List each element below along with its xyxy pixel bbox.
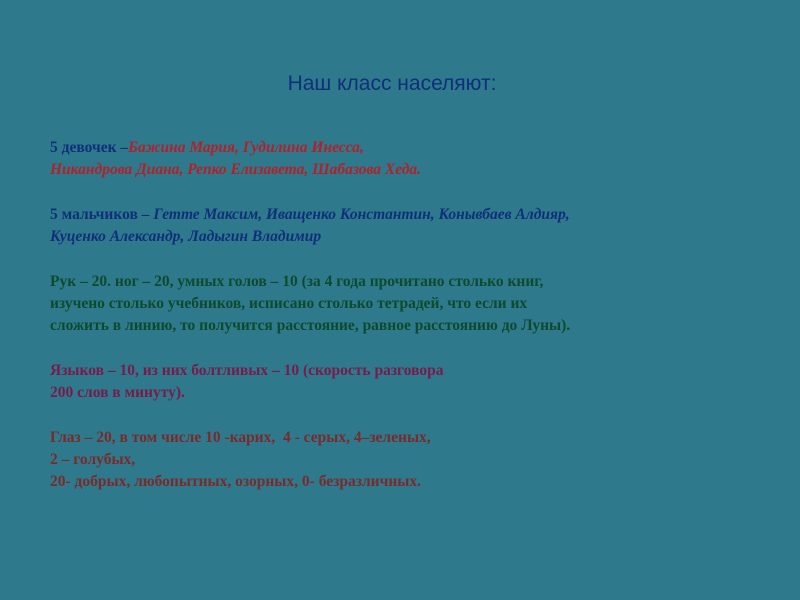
girls-names-1: Бажина Мария, Гудилина Инесса, — [128, 139, 364, 156]
eyes-paragraph — [50, 427, 770, 493]
boys-names-1: Гетте Максим, Иващенко Константин, Конывбаев Алдияр, — [153, 206, 570, 223]
girls-paragraph — [50, 137, 770, 181]
hands-line-3: сложить в линию, то получится расстояние, равное расстоянию до Луны). — [50, 317, 571, 334]
boys-names-2: Куценко Александр, Ладыгин Владимир — [50, 228, 322, 245]
slide-body — [50, 137, 770, 516]
eyes-line-1: Глаз – 20, в том числе 10 -карих, 4 - серых, 4–зеленых, — [50, 429, 431, 446]
girls-line-1 — [50, 137, 770, 159]
tongues-line-2: 200 слов в минуту). — [50, 384, 185, 401]
tongues-line-1: Языков – 10, из них болтливых – 10 (скорость разговора — [50, 362, 444, 379]
eyes-line-3: 20- добрых, любопытных, озорных, 0- безразличных. — [50, 473, 421, 490]
girls-label: 5 девочек – — [50, 139, 129, 156]
girls-names-2: Никандрова Диана, Репко Елизавета, Шабазова Хеда. — [50, 161, 422, 178]
tongues-paragraph — [50, 360, 770, 404]
boys-line-1 — [50, 204, 770, 226]
boys-paragraph — [50, 204, 770, 248]
hands-line-2: изучено столько учебников, исписано столько тетрадей, что если их — [50, 295, 528, 312]
hands-paragraph — [50, 271, 770, 337]
slide-title-text: Наш класс населяют: — [287, 72, 497, 95]
slide-title — [0, 72, 800, 96]
eyes-line-2: 2 – голубых, — [50, 451, 136, 468]
hands-line-1: Рук – 20. ног – 20, умных голов – 10 (за 4 года прочитано столько книг, — [50, 273, 544, 290]
boys-label: 5 мальчиков – — [50, 206, 154, 223]
